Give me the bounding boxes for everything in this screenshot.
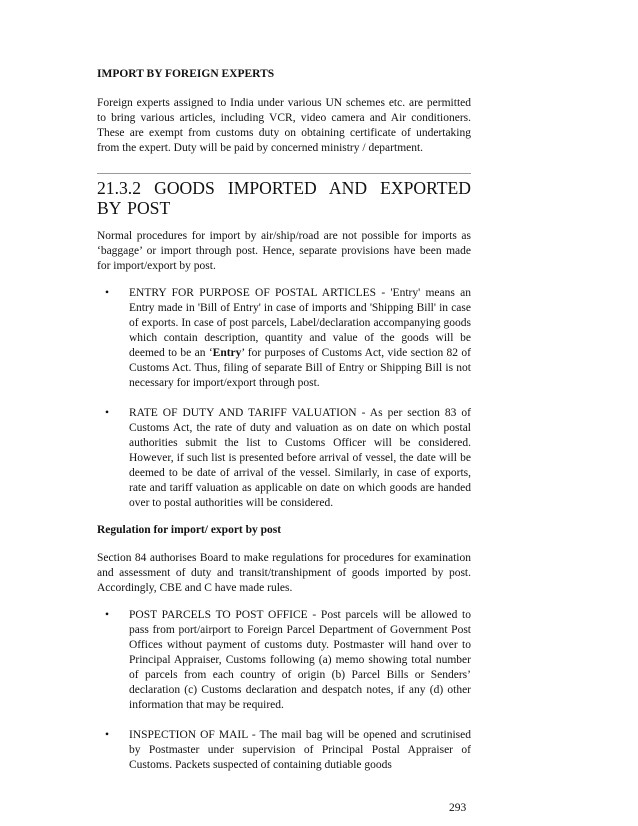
bullet-icon: • [105,729,110,741]
section-title: 21.3.2 GOODS IMPORTED AND EXPORTED BY POST [97,178,471,218]
bullet-icon: • [105,609,110,621]
heading-import-by-foreign-experts: IMPORT BY FOREIGN EXPERTS [97,68,275,80]
list-item-inspection-of-mail [105,728,471,773]
paragraph-foreign-experts: Foreign experts assigned to India under various UN schemes etc. are permitted to bring various articles, including VCR, video camera and Air conditioners. These are exempt from customs duty on obtaining certificate of undertaking from the expert. Duty will be paid by concerned ministry / department. [97,97,471,154]
page-number: 293 [449,802,467,814]
bullet-icon: • [105,407,110,419]
list-item-bold-text: Entry [212,347,242,359]
bullet-icon: • [105,287,110,299]
paragraph-section-84: Section 84 authorises Board to make regulations for procedures for examination and assessment of duty and transit/transhipment of goods imported by post. Accordingly, CBE and C have made rules. [97,552,471,594]
list-item-text: ’ for purposes of Customs Act, vide section 82 of Customs Act. Thus, filing of separate Bill of Entry or Shipping Bill is not necessary for import/export through post. [129,347,471,389]
bullet-list-postal-entry [97,286,471,511]
list-item-text: INSPECTION OF MAIL - The mail bag will be opened and scrutinised by Postmaster under supervision of Principal Postal Appraiser of Customs. Packets suspected of containing dutiable goods [129,729,471,771]
heading-regulation: Regulation for import/ export by post [97,524,282,536]
list-item-text: POST PARCELS TO POST OFFICE - Post parcels will be allowed to pass from port/airport to Foreign Parcel Department of Government Post Offices without payment of customs duty. Postmaster will hand over to Principal Appraiser, Customs following (a) memo showing total number of parcels from each country of origin (b) Parcel Bills or Senders’ declaration (c) Customs declaration and despatch notes, if any (d) other information that may be required. [129,609,471,711]
list-item-rate-of-duty [105,406,471,511]
list-item-post-parcels [105,608,471,713]
paragraph-normal-procedures: Normal procedures for import by air/ship/road are not possible for imports as ‘baggage’ or import through post. Hence, separate provisions have been made for import/export by post. [97,230,471,272]
page-content [97,67,471,773]
list-item-text: ENTRY FOR PURPOSE OF POSTAL ARTICLES - 'Entry' means an Entry made in 'Bill of Entry' in case of imports and 'Shipping Bill' in case of exports. In case of post parcels, Label/declaration accompanying goods which contain description, quantity and value of the goods will be deemed to be an ‘ [129,287,471,359]
bullet-list-post-regulations [97,608,471,773]
list-item-text: RATE OF DUTY AND TARIFF VALUATION - As per section 83 of Customs Act, the rate of duty and valuation as on date on which postal authorities submit the list to Customs Officer will be considered. However, if such list is presented before arrival of vessel, the date will be deemed to be date of arrival of the vessel. Similarly, in case of exports, rate and tariff valuation as applicable on date on which goods are handed over to postal authorities will be considered. [129,407,471,509]
section-divider [97,173,471,174]
list-item-entry-postal-articles [105,286,471,391]
